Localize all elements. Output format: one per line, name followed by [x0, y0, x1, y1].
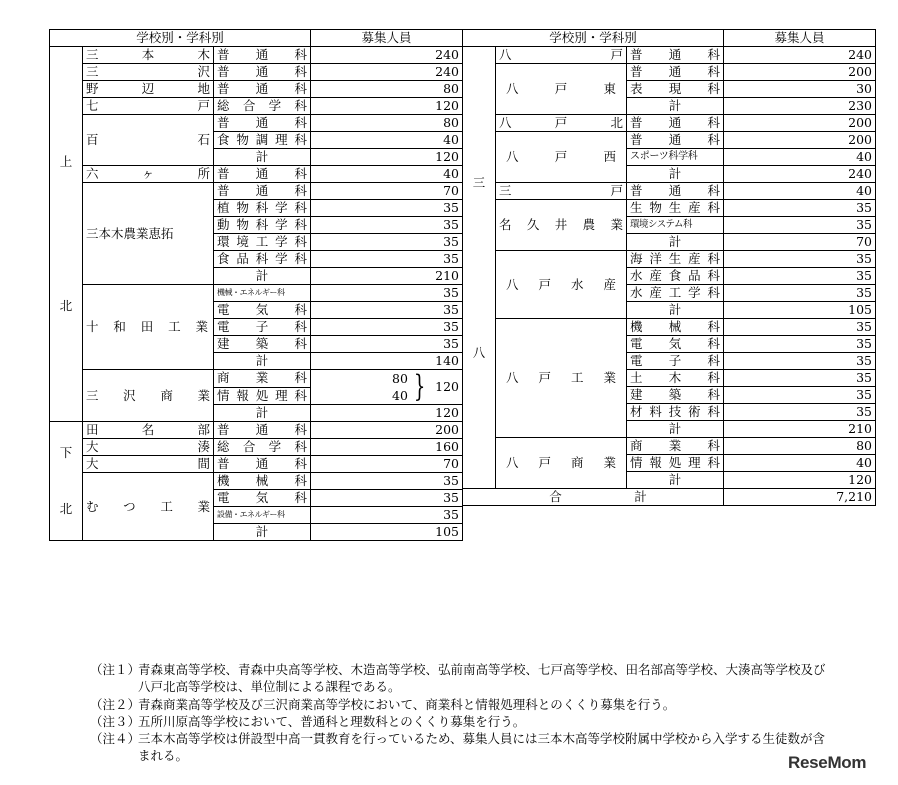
capacity-value: 70 [311, 183, 463, 200]
header-school-dept: 学校別・学科別 [50, 30, 311, 47]
table-row [463, 47, 876, 64]
dept-name: 食品科学科 [214, 251, 311, 268]
capacity-value: 35 [311, 336, 463, 353]
capacity-value: 210 [311, 268, 463, 285]
dept-name: 土木科 [627, 370, 724, 387]
school-name: 三本木 [83, 47, 214, 64]
dept-name: 普通科 [214, 115, 311, 132]
dept-name: 情報処理科 [627, 455, 724, 472]
school-name: 八戸水産 [496, 251, 627, 319]
table-row [50, 98, 463, 115]
table-row [50, 47, 463, 64]
table-row [50, 166, 463, 183]
dept-name: 普通科 [214, 64, 311, 81]
school-name: 八戸商業 [496, 438, 627, 489]
subtotal-label: 計 [214, 268, 311, 285]
capacity-value: 200 [724, 132, 876, 149]
capacity-value: 35 [311, 285, 463, 302]
capacity-value: 210 [724, 421, 876, 438]
school-name: 大湊 [83, 439, 214, 456]
table-row [463, 438, 876, 455]
dept-name: 環境システム科 [627, 217, 724, 234]
capacity-value: 80 [724, 438, 876, 455]
dept-name: 普通科 [214, 456, 311, 473]
capacity-value: 105 [724, 302, 876, 319]
note-item [90, 713, 830, 730]
school-name: 三戸 [496, 183, 627, 200]
capacity-value: 35 [724, 285, 876, 302]
capacity-value: 40 [724, 183, 876, 200]
region-kamikita: 上 北 [50, 47, 83, 422]
note-item [90, 730, 830, 765]
capacity-value: 35 [311, 302, 463, 319]
dept-name: 普通科 [214, 81, 311, 98]
dept-name: 水産食品科 [627, 268, 724, 285]
note-text: 青森東高等学校、青森中央高等学校、木造高等学校、弘前南高等学校、七戸高等学校、田名部高等学校、大湊高等学校及び八戸北高等学校は、単位制による課程である。 [138, 662, 826, 695]
subtotal-label: 計 [627, 421, 724, 438]
subtotal-label: 計 [627, 166, 724, 183]
capacity-value: 120 [311, 149, 463, 166]
sub-value-info: 40 [392, 388, 408, 403]
note-text: 三本木高等学校は併設型中高一貫教育を行っているため、募集人員には三本木高等学校附属中学校から入学する生徒数が含まれる。 [138, 731, 826, 764]
capacity-value: 35 [724, 319, 876, 336]
capacity-value: 240 [311, 64, 463, 81]
capacity-value: 240 [311, 47, 463, 64]
dept-name: 電子科 [214, 319, 311, 336]
dept-name: スポーツ科学科 [627, 149, 724, 166]
capacity-value: 35 [724, 251, 876, 268]
dept-name: 電気科 [627, 336, 724, 353]
table-header-row [50, 30, 463, 47]
table-row [463, 183, 876, 200]
capacity-value: 35 [311, 507, 463, 524]
combined-capacity [311, 370, 463, 405]
dept-name: 表現科 [627, 81, 724, 98]
capacity-value: 35 [311, 234, 463, 251]
dept-name: 材料技術科 [627, 404, 724, 421]
dept-name: 海洋生産科 [627, 251, 724, 268]
dept-name: 設備・エネルギー科 [214, 507, 311, 524]
dept-name: 建築科 [214, 336, 311, 353]
table-row [463, 251, 876, 268]
capacity-value: 35 [724, 336, 876, 353]
capacity-value: 35 [311, 217, 463, 234]
table-row [463, 64, 876, 81]
table-row [50, 439, 463, 456]
capacity-value: 80 [311, 81, 463, 98]
dept-name: 普通科 [627, 47, 724, 64]
subtotal-label: 計 [214, 149, 311, 166]
table-row [50, 456, 463, 473]
table-row [463, 319, 876, 336]
table-header-row [463, 30, 876, 47]
dept-name: 普通科 [214, 183, 311, 200]
capacity-value: 70 [311, 456, 463, 473]
capacity-value: 200 [724, 115, 876, 132]
notes-section [90, 661, 830, 765]
capacity-value: 35 [724, 370, 876, 387]
grand-total-label [463, 489, 724, 506]
dept-name: 商業科 [627, 438, 724, 455]
dept-name: 食物調理科 [214, 132, 311, 149]
table-row [463, 132, 876, 149]
table-row [50, 370, 463, 388]
capacity-value: 35 [724, 268, 876, 285]
brace-symbol: } [413, 369, 426, 404]
dept-name: 電気科 [214, 302, 311, 319]
school-name: 十和田工業 [83, 285, 214, 370]
capacity-value: 35 [311, 319, 463, 336]
dept-name: 普通科 [627, 183, 724, 200]
subtotal-label: 計 [214, 405, 311, 422]
capacity-value: 40 [724, 149, 876, 166]
school-name: 八戸北 [496, 115, 627, 132]
school-name: 八戸工業 [496, 319, 627, 438]
dept-name: 建築科 [627, 387, 724, 404]
capacity-value: 35 [311, 251, 463, 268]
capacity-value: 240 [724, 47, 876, 64]
capacity-value: 30 [724, 81, 876, 98]
capacity-value: 35 [311, 473, 463, 490]
dept-name: 水産工学科 [627, 285, 724, 302]
capacity-value: 120 [435, 379, 460, 394]
right-table [462, 29, 876, 506]
note-item [90, 661, 830, 696]
capacity-value: 35 [724, 387, 876, 404]
dept-name: 普通科 [214, 166, 311, 183]
capacity-value: 105 [311, 524, 463, 541]
dept-name: 動物科学科 [214, 217, 311, 234]
school-name: 七戸 [83, 98, 214, 115]
dept-name: 生物生産科 [627, 200, 724, 217]
table-row [50, 422, 463, 439]
school-name: 三沢 [83, 64, 214, 81]
left-table [49, 29, 463, 541]
table-row [50, 285, 463, 302]
grand-total-row [463, 489, 876, 506]
sub-value-commerce: 80 [392, 371, 408, 386]
dept-name: 普通科 [214, 47, 311, 64]
grand-total-value: 7,210 [724, 489, 876, 506]
school-name: 八戸 [496, 47, 627, 64]
dept-name: 情報処理科 [214, 387, 311, 405]
capacity-value: 35 [311, 200, 463, 217]
capacity-value: 240 [724, 166, 876, 183]
school-name: 八戸東 [496, 64, 627, 115]
grand-total-label-2: 計 [634, 489, 647, 504]
subtotal-label: 計 [627, 98, 724, 115]
dept-name: 普通科 [627, 132, 724, 149]
table-row [50, 115, 463, 132]
dept-name: 商業科 [214, 370, 311, 388]
capacity-value: 40 [311, 132, 463, 149]
school-name: 野辺地 [83, 81, 214, 98]
table-row [463, 115, 876, 132]
school-name: 名久井農業 [496, 200, 627, 251]
header-school-dept: 学校別・学科別 [463, 30, 724, 47]
note-label: （注１） [90, 662, 141, 677]
school-name: むつ工業 [83, 473, 214, 541]
capacity-value: 35 [311, 490, 463, 507]
table-row [463, 200, 876, 217]
dept-name: 環境工学科 [214, 234, 311, 251]
school-name: 百石 [83, 115, 214, 166]
capacity-value: 40 [311, 166, 463, 183]
dept-name: 普通科 [627, 115, 724, 132]
capacity-value: 70 [724, 234, 876, 251]
school-name: 八戸西 [496, 132, 627, 183]
dept-name: 機械科 [214, 473, 311, 490]
dept-name: 普通科 [214, 422, 311, 439]
capacity-value: 35 [724, 217, 876, 234]
subtotal-label: 計 [627, 302, 724, 319]
dept-name: 総合学科 [214, 439, 311, 456]
capacity-value: 160 [311, 439, 463, 456]
table-row [50, 473, 463, 490]
dept-name: 電子科 [627, 353, 724, 370]
capacity-value: 35 [724, 404, 876, 421]
note-text: 五所川原高等学校において、普通科と理数科とのくくり募集を行う。 [138, 713, 526, 729]
capacity-value: 120 [311, 405, 463, 422]
table-row [50, 183, 463, 200]
dept-name: 普通科 [627, 64, 724, 81]
header-capacity: 募集人員 [724, 30, 876, 47]
header-capacity: 募集人員 [311, 30, 463, 47]
capacity-value: 35 [724, 200, 876, 217]
note-text: 青森商業高等学校及び三沢商業高等学校において、商業科と情報処理科とのくくり募集を行う。 [138, 696, 676, 712]
dept-name: 総合学科 [214, 98, 311, 115]
subtotal-label: 計 [627, 234, 724, 251]
dept-name: 機械科 [627, 319, 724, 336]
school-name: 六ヶ所 [83, 166, 214, 183]
table-row [50, 81, 463, 98]
capacity-value: 40 [724, 455, 876, 472]
grand-total-label-1: 合 [549, 489, 562, 504]
capacity-value: 120 [724, 472, 876, 489]
dept-name: 機械・エネルギー科 [214, 285, 311, 302]
capacity-value: 200 [311, 422, 463, 439]
subtotal-label: 計 [214, 524, 311, 541]
note-label: （注４） [90, 731, 141, 747]
capacity-value: 200 [724, 64, 876, 81]
school-name: 大間 [83, 456, 214, 473]
school-name: 三沢商業 [83, 370, 214, 422]
dept-name: 植物科学科 [214, 200, 311, 217]
table-row [50, 64, 463, 81]
subtotal-label: 計 [214, 353, 311, 370]
note-label: （注３） [90, 713, 141, 729]
capacity-value: 230 [724, 98, 876, 115]
subtotal-label: 計 [627, 472, 724, 489]
resemom-logo: ReseMom [788, 753, 867, 772]
school-name: 田名部 [83, 422, 214, 439]
dept-name: 電気科 [214, 490, 311, 507]
region-shimokita: 下 北 [50, 422, 83, 541]
school-name: 三本木農業恵拓 [83, 183, 214, 285]
capacity-value: 35 [724, 353, 876, 370]
note-item [90, 696, 830, 713]
note-label: （注２） [90, 696, 141, 712]
capacity-value: 140 [311, 353, 463, 370]
capacity-value: 80 [311, 115, 463, 132]
capacity-value: 120 [311, 98, 463, 115]
region-sannohe: 三 八 [463, 47, 496, 489]
